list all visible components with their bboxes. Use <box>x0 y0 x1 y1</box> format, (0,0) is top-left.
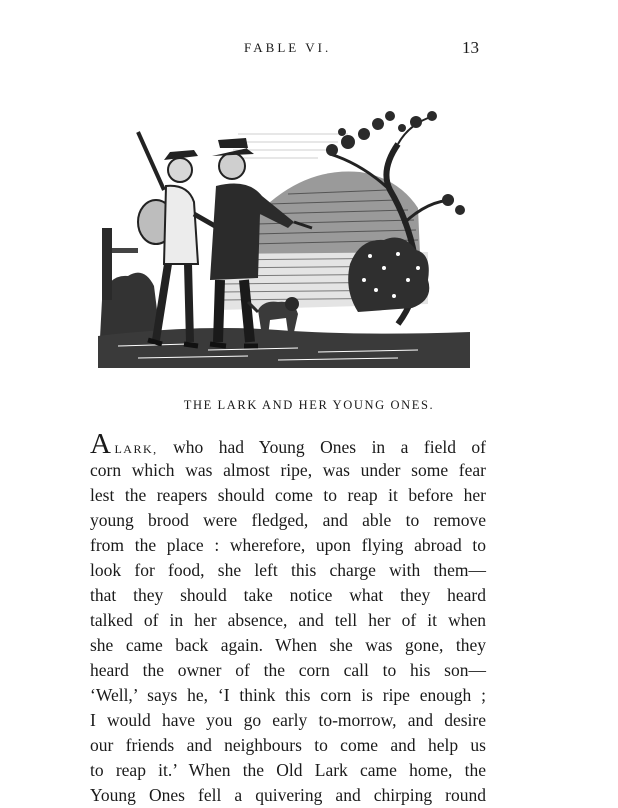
text-line: heard the owner of the corn call to his son— <box>90 660 486 680</box>
text-line: corn which was almost ripe, was under some fear <box>90 460 486 480</box>
text-line: talked of in her absence, and tell her of it when <box>90 610 486 630</box>
text-line: our friends and neighbours to come and help us <box>90 735 486 755</box>
page-number: 13 <box>462 38 479 57</box>
text-line: that they should take notice what they heard <box>90 585 486 605</box>
running-title: FABLE VI. <box>244 40 332 55</box>
text-line: she came back again. When she was gone, they <box>90 635 486 655</box>
text-line: lest the reapers should come to reap it before her <box>90 485 486 505</box>
text-line: I would have you go early to-morrow, and desire <box>90 710 486 730</box>
page-header <box>0 40 618 64</box>
text-line-1 <box>90 430 486 458</box>
text-line: young brood were fledged, and able to remove <box>90 510 486 530</box>
text-line: from the place : wherefore, upon flying abroad to <box>90 535 486 555</box>
first-line-rest: who had Young Ones in a field of <box>157 437 486 457</box>
text-line: look for food, she left this charge with them— <box>90 560 486 580</box>
illustration-caption: THE LARK AND HER YOUNG ONES. <box>183 398 435 412</box>
small-caps-word: LARK, <box>114 442 158 456</box>
woodcut-engraving-icon <box>98 104 470 368</box>
drop-cap: A <box>90 428 111 460</box>
woodcut-illustration <box>98 104 470 368</box>
fable-text <box>90 430 486 808</box>
text-line: ‘Well,’ says he, ‘I think this corn is ripe enough ; <box>90 685 486 705</box>
text-line: Young Ones fell a quivering and chirping round <box>90 785 486 805</box>
text-line: to reap it.’ When the Old Lark came home, the <box>90 760 486 780</box>
